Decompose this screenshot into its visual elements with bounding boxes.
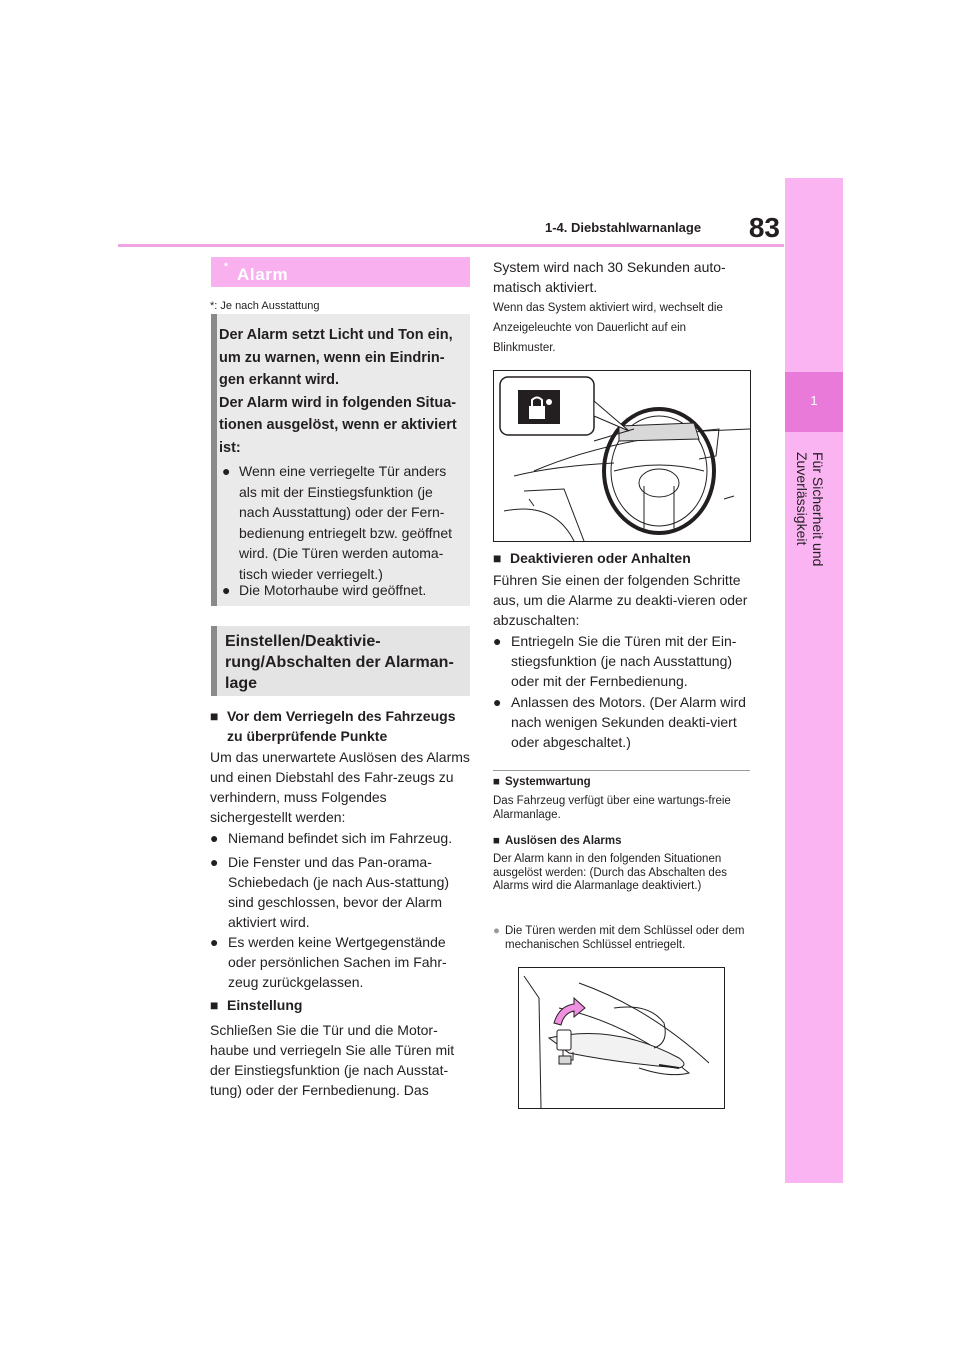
footnote: *: Je nach Ausstattung — [210, 300, 320, 312]
intro-line: Der Alarm wird in folgenden Situa- — [219, 394, 457, 411]
check-section-title: ■ Vor dem Verriegeln des Fahrzeugs zu überprüfende Punkte — [210, 708, 456, 744]
square-icon: ■ — [493, 776, 500, 788]
bullet-dot-icon: ● — [493, 694, 502, 710]
chapter-title: Für Sicherheit und Zuverlässigkeit — [794, 452, 826, 567]
deactivate-section-title: ■ Deaktivieren oder Anhalten — [493, 550, 691, 566]
maintenance-body: Das Fahrzeug verfügt über eine wartungs-freie Alarmanlage. — [493, 795, 731, 821]
notes-divider — [493, 770, 750, 771]
square-icon: ■ — [493, 835, 500, 847]
page-number: 83 — [748, 212, 780, 243]
deactivate-section-body: Führen Sie einen der folgenden Schritte aus, um die Alarme zu deakti-vieren oder abzuschalten: — [493, 572, 748, 628]
intro-line: Der Alarm setzt Licht und Ton ein, — [219, 327, 453, 343]
alarm-heading — [211, 257, 470, 287]
chapter-number: 1 — [810, 393, 818, 408]
setup-heading-box — [211, 626, 470, 696]
activation-note: Wenn das System aktiviert wird, wechselt die Anzeigeleuchte von Dauerlicht auf ein Blinkmuster. — [493, 302, 723, 354]
bullet-dot-icon: ● — [493, 925, 500, 937]
square-icon: ■ — [493, 550, 502, 566]
bullet-dot-icon: ● — [222, 463, 231, 479]
bullet-dot-icon: ● — [222, 582, 231, 598]
deactivate-bullet: ● Anlassen des Motors. (Der Alarm wird nach wenigen Sekunden deakti-viert oder abgeschaltet.) — [493, 694, 746, 750]
intro-line: gen erkannt wird. — [219, 372, 340, 388]
trigger-title: ■ Auslösen des Alarms — [493, 835, 622, 847]
bullet-dot-icon: ● — [210, 854, 219, 870]
check-bullet: ● Niemand befindet sich im Fahrzeug. — [210, 830, 453, 846]
square-icon: ■ — [210, 997, 219, 1013]
maintenance-title: ■ Systemwartung — [493, 776, 591, 788]
trigger-body: Der Alarm kann in den folgenden Situationen ausgelöst werden: (Durch das Abschalten des Alarms wird die Alarmanlage deaktiviert.) — [493, 853, 727, 892]
setting-section-body: Schließen Sie die Tür und die Motor-haube und verriegeln Sie alle Türen mit der Einstiegsfunktion (je nach Ausstat-tung) oder der Fernbedienung. Das — [210, 1022, 455, 1098]
intro-box-text — [219, 324, 465, 459]
deactivate-bullet: ● Entriegeln Sie die Türen mit der Ein-stiegsfunktion (je nach Ausstattung) oder mit der Fernbedienung. — [493, 633, 737, 689]
section-title: 1-4. Diebstahlwarnanlage — [545, 220, 702, 235]
square-icon: ■ — [210, 708, 219, 724]
setting-section-title: ■ Einstellung — [210, 997, 303, 1013]
dashboard-illustration — [493, 370, 751, 542]
intro-line: ist: — [219, 439, 241, 456]
bullet-dot-icon: ● — [493, 633, 502, 649]
check-bullet: ● Die Fenster und das Pan-orama-Schiebedach (je nach Aus-stattung) sind geschlossen, bevor der Alarm aktiviert wird. — [210, 854, 450, 930]
trigger-bullet: ● Die Türen werden mit dem Schlüssel oder dem mechanischen Schlüssel entriegelt. — [493, 925, 745, 951]
bullet-dot-icon: ● — [210, 830, 219, 846]
alarm-heading-title: Alarm — [237, 265, 289, 284]
check-bullet: ● Es werden keine Wertgegenstände oder persönlichen Sachen im Fahr-zeug zurückgelassen. — [210, 934, 447, 990]
chapter-side-tab — [785, 178, 843, 1183]
continued-text: System wird nach 30 Sekunden auto-matisch aktiviert. — [493, 259, 726, 295]
dashboard-drawing — [494, 371, 750, 541]
intro-box-bar — [211, 314, 217, 606]
door-handle-drawing — [519, 968, 724, 1108]
intro-bullet-text: Die Motorhaube wird geöffnet. — [239, 582, 427, 598]
intro-bullet-text: Wenn eine verriegelte Tür anders als mit der Einstiegsfunktion (je nach Ausstattung) oder der Fern-bedienung entriegelt bzw. geöffnet wird. (Die Türen werden automa-tisch wieder verriegelt.) — [239, 463, 453, 582]
setup-heading: Einstellen/Deaktivie-rung/Abschalten der Alarman-lage — [225, 633, 454, 692]
intro-bullet — [222, 580, 462, 601]
bullet-dot-icon: ● — [210, 934, 219, 950]
check-section-body: Um das unerwartete Auslösen des Alarms und einen Diebstahl des Fahr-zeugs zu verhindern, muss Folgendes sichergestellt werden: — [210, 749, 470, 825]
intro-bullet — [222, 461, 462, 584]
alarm-heading-marker: * — [224, 261, 229, 273]
header-rule — [118, 244, 784, 247]
intro-line: tionen ausgelöst, wenn er aktiviert — [219, 417, 457, 433]
door-handle-illustration — [518, 967, 725, 1109]
intro-line: um zu warnen, wenn ein Eindrin- — [219, 349, 445, 366]
setup-heading-bar — [211, 626, 217, 696]
